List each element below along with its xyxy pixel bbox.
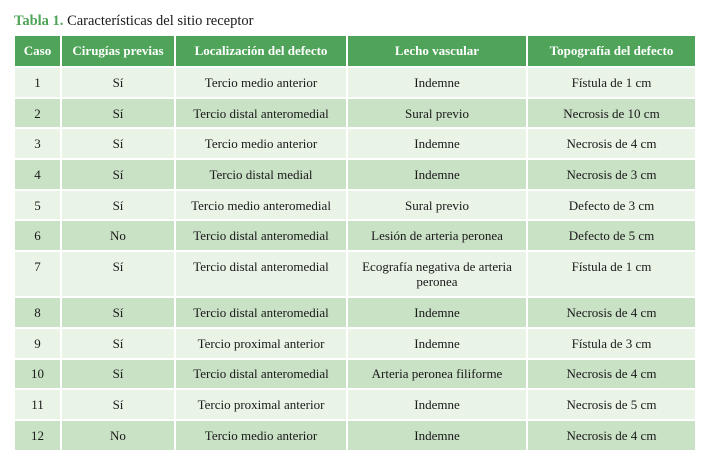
cell-localizacion: Tercio proximal anterior bbox=[175, 389, 347, 420]
caption-label: Tabla 1. bbox=[14, 13, 64, 29]
cell-caso: 1 bbox=[14, 67, 61, 98]
cell-cirugias: Sí bbox=[61, 128, 175, 159]
cell-caso: 3 bbox=[14, 128, 61, 159]
cell-caso: 8 bbox=[14, 297, 61, 328]
cell-caso: 9 bbox=[14, 328, 61, 359]
cell-topografia: Defecto de 5 cm bbox=[527, 220, 696, 251]
cell-cirugias: Sí bbox=[61, 67, 175, 98]
cell-topografia: Necrosis de 5 cm bbox=[527, 389, 696, 420]
cell-lecho: Indemne bbox=[347, 328, 527, 359]
cell-caso: 10 bbox=[14, 359, 61, 390]
column-header-topografia: Topografía del defecto bbox=[527, 35, 696, 67]
cell-topografia: Necrosis de 4 cm bbox=[527, 128, 696, 159]
cell-cirugias: No bbox=[61, 420, 175, 451]
table-row bbox=[14, 190, 696, 221]
cell-caso: 4 bbox=[14, 159, 61, 190]
cell-localizacion: Tercio distal anteromedial bbox=[175, 98, 347, 129]
cell-topografia: Necrosis de 3 cm bbox=[527, 159, 696, 190]
table-row bbox=[14, 420, 696, 451]
cell-lecho: Indemne bbox=[347, 420, 527, 451]
cell-lecho: Ecografía negativa de arteria peronea bbox=[347, 251, 527, 297]
cell-topografia: Fístula de 1 cm bbox=[527, 251, 696, 297]
cell-cirugias: Sí bbox=[61, 251, 175, 297]
cell-localizacion: Tercio medio anterior bbox=[175, 128, 347, 159]
cell-caso: 5 bbox=[14, 190, 61, 221]
table-header-row bbox=[14, 35, 696, 67]
cell-cirugias: Sí bbox=[61, 359, 175, 390]
column-header-localizacion: Localización del defecto bbox=[175, 35, 347, 67]
table-row bbox=[14, 128, 696, 159]
cell-caso: 6 bbox=[14, 220, 61, 251]
cell-cirugias: Sí bbox=[61, 297, 175, 328]
cell-localizacion: Tercio medio anterior bbox=[175, 420, 347, 451]
cell-topografia: Necrosis de 4 cm bbox=[527, 359, 696, 390]
table-row bbox=[14, 220, 696, 251]
cell-lecho: Indemne bbox=[347, 67, 527, 98]
table-row bbox=[14, 251, 696, 297]
cell-localizacion: Tercio medio anteromedial bbox=[175, 190, 347, 221]
cell-cirugias: Sí bbox=[61, 328, 175, 359]
table-row bbox=[14, 67, 696, 98]
column-header-lecho: Lecho vascular bbox=[347, 35, 527, 67]
cell-cirugias: Sí bbox=[61, 98, 175, 129]
cell-localizacion: Tercio medio anterior bbox=[175, 67, 347, 98]
column-header-caso: Caso bbox=[14, 35, 61, 67]
cell-caso: 2 bbox=[14, 98, 61, 129]
cell-topografia: Necrosis de 4 cm bbox=[527, 420, 696, 451]
cell-lecho: Indemne bbox=[347, 128, 527, 159]
cell-localizacion: Tercio distal anteromedial bbox=[175, 297, 347, 328]
cell-topografia: Defecto de 3 cm bbox=[527, 190, 696, 221]
cell-lecho: Indemne bbox=[347, 389, 527, 420]
table-row bbox=[14, 359, 696, 390]
data-table bbox=[13, 34, 697, 452]
table-row bbox=[14, 159, 696, 190]
cell-localizacion: Tercio distal medial bbox=[175, 159, 347, 190]
cell-localizacion: Tercio distal anteromedial bbox=[175, 359, 347, 390]
table-row bbox=[14, 297, 696, 328]
table-row bbox=[14, 389, 696, 420]
cell-topografia: Necrosis de 10 cm bbox=[527, 98, 696, 129]
table-caption bbox=[14, 11, 253, 31]
cell-cirugias: No bbox=[61, 220, 175, 251]
cell-topografia: Fístula de 3 cm bbox=[527, 328, 696, 359]
cell-caso: 11 bbox=[14, 389, 61, 420]
cell-localizacion: Tercio proximal anterior bbox=[175, 328, 347, 359]
table-row bbox=[14, 328, 696, 359]
cell-lecho: Sural previo bbox=[347, 190, 527, 221]
table-row bbox=[14, 98, 696, 129]
cell-localizacion: Tercio distal anteromedial bbox=[175, 220, 347, 251]
cell-cirugias: Sí bbox=[61, 389, 175, 420]
column-header-cirugias: Cirugías previas bbox=[61, 35, 175, 67]
cell-cirugias: Sí bbox=[61, 190, 175, 221]
cell-cirugias: Sí bbox=[61, 159, 175, 190]
cell-lecho: Sural previo bbox=[347, 98, 527, 129]
cell-lecho: Indemne bbox=[347, 297, 527, 328]
cell-caso: 12 bbox=[14, 420, 61, 451]
cell-lecho: Arteria peronea filiforme bbox=[347, 359, 527, 390]
cell-topografia: Necrosis de 4 cm bbox=[527, 297, 696, 328]
cell-lecho: Indemne bbox=[347, 159, 527, 190]
cell-localizacion: Tercio distal anteromedial bbox=[175, 251, 347, 297]
caption-title: Características del sitio receptor bbox=[67, 13, 254, 29]
cell-caso: 7 bbox=[14, 251, 61, 297]
cell-topografia: Fístula de 1 cm bbox=[527, 67, 696, 98]
cell-lecho: Lesión de arteria peronea bbox=[347, 220, 527, 251]
